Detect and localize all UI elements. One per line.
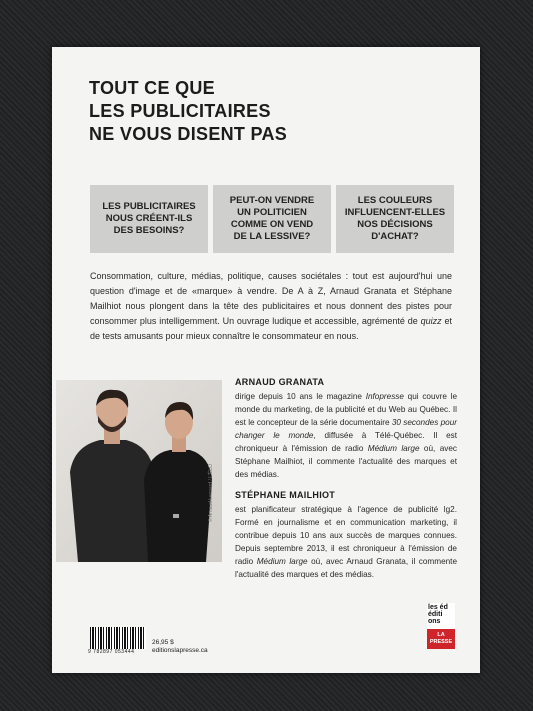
- logo-line: éditi: [428, 611, 443, 618]
- bio-emphasis: Infopresse: [365, 392, 404, 401]
- barcode: [90, 627, 146, 649]
- intro-text: et de tests amusants pour mieux connaître le consommateur en nous.: [90, 316, 452, 341]
- logo-line: LA: [437, 632, 445, 638]
- author-name: ARNAUD GRANATA: [235, 377, 325, 387]
- bio-text: est planificateur stratégique à l'agence de publicité lg2. Formé en journalisme et en communication marketing, il contribue depuis 10 ans aux succès de marques connues. Depuis septembre 2013, il est chroniqueur à l'émission de radio: [235, 505, 457, 566]
- publisher-logo: [427, 603, 455, 649]
- question-box-2: [213, 185, 331, 253]
- bio-emphasis: Médium large: [367, 444, 420, 453]
- intro-paragraph: [90, 269, 452, 344]
- question-line: LES COULEURS: [357, 195, 433, 206]
- question-line: UN POLITICIEN: [237, 207, 307, 218]
- bio-text: où, avec Arnaud Granata, il commente l'actualité des marques et des médias.: [235, 557, 458, 579]
- logo-line: les éd: [428, 604, 448, 611]
- logo-line: PRESSE: [429, 639, 453, 645]
- author-bio-mailhiot: [235, 490, 457, 581]
- question-line: INFLUENCENT-ELLES: [344, 207, 446, 218]
- question-line: LES PUBLICITAIRES: [102, 201, 196, 212]
- logo-line: ons: [428, 618, 441, 625]
- author-bio-granata: [235, 377, 457, 481]
- question-box-3: [336, 185, 454, 253]
- question-line: PEUT-ON VENDRE: [229, 195, 315, 206]
- question-line: DE LA LESSIVE?: [233, 231, 311, 242]
- title-line: LES PUBLICITAIRES: [89, 101, 271, 121]
- intro-text: Consommation, culture, médias, politique, causes sociétales : tout est aujourd'hui une question d'image et de «marque» à vendre. De A à Z, Arnaud Granata et Stéphane Mailhiot nous plongent dans la tête des publicitaires et nous donnent des pistes pour consommer plus intelligemment. Un ouvrage ludique et accessible, agrémenté de: [90, 271, 452, 326]
- logo-red-block: [427, 629, 455, 649]
- bio-text: qui couvre le monde du marketing, de la publicité et du Web au Québec. Il est le concepteur de la série documentaire: [235, 392, 457, 427]
- bio-emphasis: Médium large: [256, 557, 308, 566]
- authors-photo: [56, 380, 222, 562]
- question-line: COMME ON VEND: [230, 219, 314, 230]
- authors-photo-illustration: [56, 380, 222, 562]
- price: 26,95 $: [152, 639, 174, 646]
- bio-emphasis: 30 secondes pour changer le monde: [235, 418, 458, 440]
- book-back-cover: [52, 47, 480, 673]
- logo-text: [427, 603, 455, 626]
- publisher-website: editionslapresse.ca: [152, 647, 208, 654]
- photo-credit: © Arnaud Lessard / L'ÉLO: [208, 463, 214, 522]
- title-line: NE VOUS DISENT PAS: [89, 124, 288, 144]
- question-line: NOS DÉCISIONS: [357, 219, 433, 230]
- bio-text: où, avec Stéphane Mailhiot, il commente l'actualité des marques et des médias.: [235, 444, 458, 479]
- author-description: [235, 503, 457, 581]
- question-line: D'ACHAT?: [371, 231, 419, 242]
- author-description: [235, 390, 457, 481]
- question-line: NOUS CRÉENT-ILS: [105, 213, 193, 224]
- bio-text: dirige depuis 10 ans le magazine: [235, 392, 366, 401]
- isbn-number: 9 782897 053444: [88, 649, 135, 655]
- title-line: TOUT CE QUE: [89, 78, 215, 98]
- question-box-1: [90, 185, 208, 253]
- question-line: DES BESOINS?: [113, 225, 185, 236]
- intro-emphasis: quizz: [420, 316, 442, 326]
- author-name: STÉPHANE MAILHIOT: [235, 490, 336, 500]
- book-title: [89, 77, 287, 146]
- bio-text: , diffusée à Télé-Québec. Il est chroniqueur à l'émission de radio: [235, 431, 458, 453]
